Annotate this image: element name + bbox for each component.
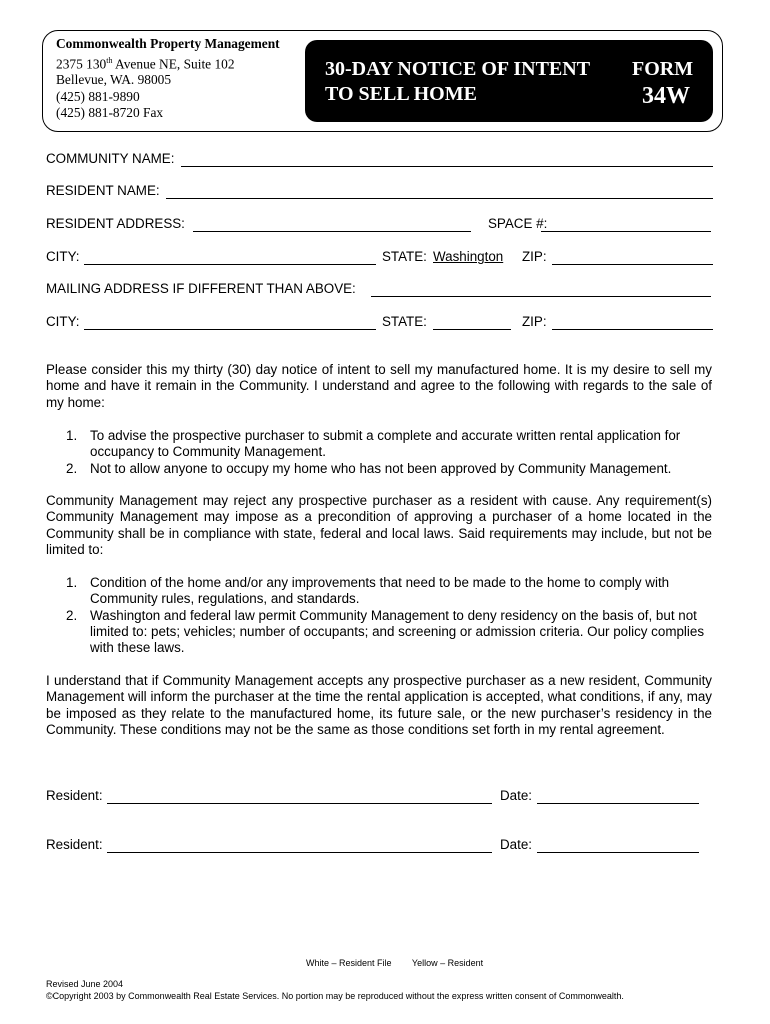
form-code: 34W bbox=[642, 83, 690, 109]
city-field[interactable] bbox=[84, 264, 376, 265]
space-label: SPACE #: bbox=[488, 216, 548, 231]
zip-label: ZIP: bbox=[522, 249, 547, 264]
obligations-list bbox=[66, 428, 712, 477]
state-label: STATE: bbox=[382, 249, 427, 264]
date-field[interactable] bbox=[537, 852, 699, 853]
city-label: CITY: bbox=[46, 249, 80, 264]
acceptance-paragraph: I understand that if Community Management accepts any prospective purchaser as a new resident, Community Management will inform the purchaser at the time the rental application is accepted, what conditions, if any, may be imposed as they relate to the manufactured home, its future sale, or the new purchaser’s residency in the Community. These conditions may not be the same as those conditions set forth in my rental agreement. bbox=[46, 673, 712, 737]
city2-label: CITY: bbox=[46, 314, 80, 329]
resident-address-field[interactable] bbox=[193, 231, 471, 232]
list-item: 2. Not to allow anyone to occupy my home who has not been approved by Community Management. bbox=[66, 460, 672, 476]
zip-field[interactable] bbox=[552, 264, 713, 265]
form-title: 30-DAY NOTICE OF INTENT TO SELL HOME bbox=[325, 58, 591, 105]
space-field[interactable] bbox=[541, 231, 711, 232]
copyright-notice: ©Copyright 2003 by Commonwealth Real Estate Services. No portion may be reproduced without the express written consent of Commonwealth. bbox=[46, 991, 624, 1001]
city2-field[interactable] bbox=[84, 329, 376, 330]
date-field[interactable] bbox=[537, 803, 699, 804]
date-label: Date: bbox=[500, 788, 533, 803]
company-phone: (425) 881-9890 bbox=[56, 88, 140, 104]
mailing-address-label: MAILING ADDRESS IF DIFFERENT THAN ABOVE: bbox=[46, 281, 356, 296]
requirements-paragraph: Community Management may reject any prospective purchaser as a resident with cause. Any requirement(s) Community Management may impose as a precondition of approving a purchaser of a home located in the Community shall be in compliance with state, federal and local laws. Said requirements may include, but not be limited to: bbox=[46, 493, 712, 557]
copy-distribution bbox=[306, 958, 501, 968]
form-label: FORM bbox=[632, 58, 694, 80]
company-name: Commonwealth Property Management bbox=[56, 36, 280, 51]
mailing-address-field[interactable] bbox=[371, 296, 711, 297]
community-name-label: COMMUNITY NAME: bbox=[46, 151, 175, 166]
resident-signature-label: Resident: bbox=[46, 837, 103, 852]
state2-label: STATE: bbox=[382, 314, 427, 329]
intro-paragraph: Please consider this my thirty (30) day notice of intent to sell my manufactured home. It is my desire to sell my home and have it remain in the Community. I understand and agree to the following with regards to the sale of my home: bbox=[46, 362, 712, 410]
state2-field[interactable] bbox=[433, 329, 511, 330]
company-address: 2375 130th Avenue NE, Suite 102 bbox=[56, 55, 235, 71]
resident-name-field[interactable] bbox=[166, 198, 713, 199]
state-value[interactable]: Washington bbox=[433, 249, 504, 264]
resident-signature-field[interactable] bbox=[107, 803, 492, 804]
list-item: 2. Washington and federal law permit Community Management to deny residency on the basis of, but not limited to: pets; vehicles; number of occupants; and screening or admission criteria. Our policy complies with these laws. bbox=[66, 607, 705, 656]
zip2-field[interactable] bbox=[552, 329, 713, 330]
resident-signature-field[interactable] bbox=[107, 852, 492, 853]
community-name-field[interactable] bbox=[181, 166, 713, 167]
company-info bbox=[56, 36, 280, 122]
zip2-label: ZIP: bbox=[522, 314, 547, 329]
date-label: Date: bbox=[500, 837, 533, 852]
list-item: 1. Condition of the home and/or any improvements that need to be made to the home to comply with Community rules, regulations, and standards. bbox=[66, 575, 670, 607]
resident-address-label: RESIDENT ADDRESS: bbox=[46, 216, 185, 231]
list-item: 1. To advise the prospective purchaser to submit a complete and accurate written rental application for occupancy to Community Management. bbox=[66, 428, 681, 460]
resident-signature-label: Resident: bbox=[46, 788, 103, 803]
resident-name-label: RESIDENT NAME: bbox=[46, 183, 160, 198]
revision-date: Revised June 2004 bbox=[46, 979, 124, 989]
copy-yellow: Yellow – Resident bbox=[411, 958, 484, 968]
company-city: Bellevue, WA. 98005 bbox=[56, 72, 172, 88]
company-fax: (425) 881-8720 Fax bbox=[56, 105, 164, 121]
requirements-list bbox=[66, 575, 712, 656]
copy-white: White – Resident File bbox=[306, 958, 392, 968]
